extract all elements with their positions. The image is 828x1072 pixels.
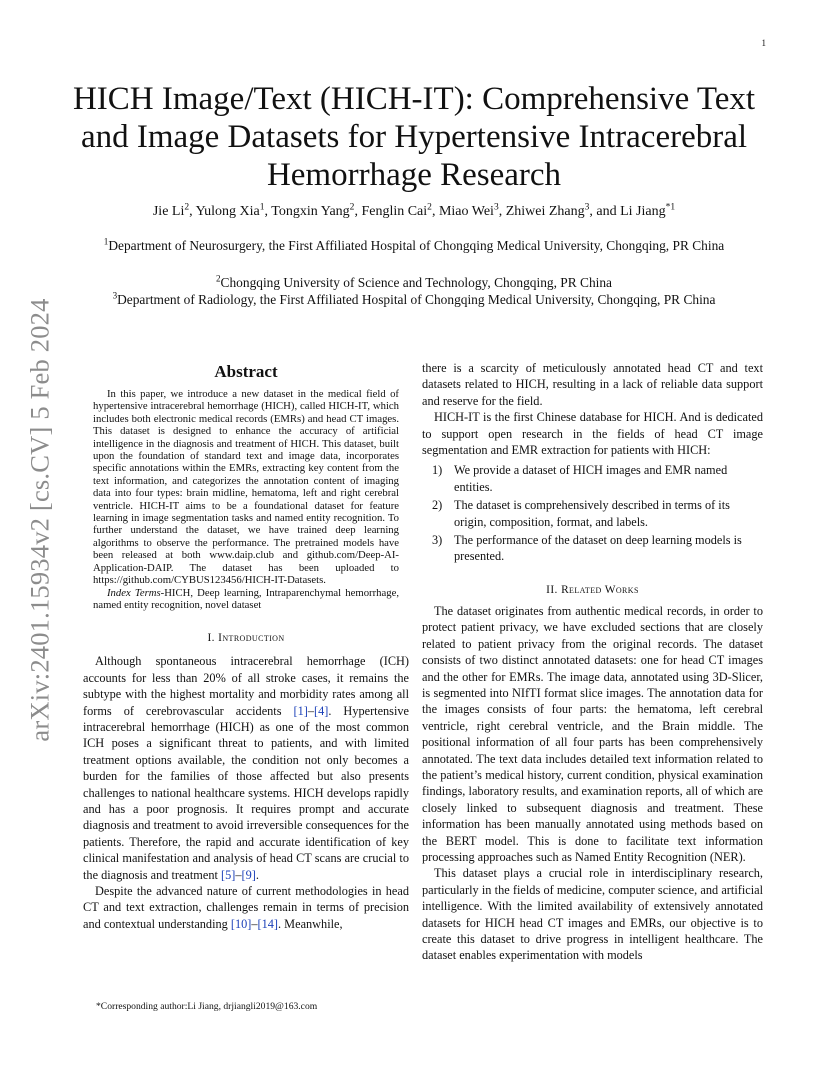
affiliation: $^3$Department of Radiology, the First Affiliated Hospital of Chongqing Medical University, Chongqing, PR China: [112, 290, 716, 307]
intro-paragraph: HICH-IT is the first Chinese database for HICH. And is dedicated to support open research in the fields of head CT image segmentation and EMR extraction for patients with HICH:: [422, 410, 763, 458]
index-terms: Index Terms-HICH, Deep learning, Intraparenchymal hemorrhage, named entity recognition, novel dataset: [93, 586, 399, 611]
citation-link[interactable]: [1]: [293, 703, 308, 718]
author: Tongxin Yang$^2$,: [271, 202, 362, 219]
author: Yulong Xia$^1$,: [195, 202, 272, 219]
page-number: 1: [761, 38, 766, 48]
citation-link[interactable]: [9]: [241, 867, 256, 882]
author: Fenglin Cai$^2$,: [361, 202, 439, 219]
affiliation: $^1$Department of Neurosurgery, the First Affiliated Hospital of Chongqing Medical University, Chongqing, PR China: [103, 236, 725, 253]
corresponding-author-footnote: *Corresponding author:Li Jiang, drjiangli2019@163.com: [96, 1001, 318, 1012]
citation-link[interactable]: [5]: [220, 867, 236, 882]
list-item: 1) We provide a dataset of HICH images and EMR named entities.: [432, 463, 728, 494]
list-item: 3) The performance of the dataset on deep learning models is presented.: [432, 533, 742, 564]
author: Jie Li$^2$,: [152, 202, 196, 219]
section-heading-introduction: I. Introduction: [207, 632, 285, 645]
citation-link[interactable]: [14]: [257, 916, 279, 931]
intro-paragraph-continued: there is a scarcity of meticulously annotated head CT and text datasets related to HICH, resulting in a lack of reliable data support and reserve for the field.: [422, 361, 763, 408]
right-column: [422, 360, 763, 964]
intro-paragraph: Although spontaneous intracerebral hemorrhage (ICH) accounts for less than 20% of all stroke cases, it remains the subtype with the highest mortality and morbidity rates among all forms of cerebrovascular accidents [1]–[4]. Hypertensive intracerebral hemorrhage (HICH) as one of the most common ICH poses a significant threat to patients, and with limited treatment options available, the condition not only becomes a burden for the families of those affected but also presents challenges to national healthcare systems. HICH develops rapidly and has a poor prognosis. It requires prompt and accurate diagnosis and treatment to avoid irreversible consequences for the patients. Therefore, the rapid and accurate identification of key clinical manifestation and analysis of head CT scans are crucial to the diagnosis and treatment [5]–[9].: [83, 654, 409, 882]
author-list: [70, 203, 758, 221]
contributions-list: [422, 462, 763, 564]
list-item: 2) The dataset is comprehensively described in terms of its origin, composition, format, and labels.: [432, 498, 730, 529]
paper-title: HICH Image/Text (HICH-IT): Comprehensive Text and Image Datasets for Hypertensive Intracerebral Hemorrhage Research: [72, 81, 756, 193]
section-heading-related-works: II. Related Works: [546, 583, 639, 596]
abstract-text: In this paper, we introduce a new dataset in the medical field of hypertensive intracerebral hemorrhage (HICH), called HICH-IT, which includes both electronic medical records (EMRs) and head CT images. This dataset is designed to enhance the accuracy of artificial intelligence in the diagnosis and treatment of HICH. This dataset, built upon the foundation of standard text and image data, incorporates specific annotations within the EMRs, extracting key content from the text information, and categorizes the annotation content of imaging data into four types: brain midline, hematoma, left and right cerebral ventricle. HICH-IT aims to be a foundational dataset for feature learning in image segmentation tasks and named entity recognition. To further understand the dataset, we have trained deep learning algorithms to observe the performance. The pretrained models have been released at both www.daip.club and github.com/Deep-AI-Application-DAIP. The dataset has been uploaded to https://github.com/CYBUS123456/HICH-IT-Datasets.: [93, 388, 399, 587]
citation-link[interactable]: [10]: [230, 916, 252, 931]
abstract-heading: Abstract: [214, 362, 278, 381]
author: Miao Wei$^3$,: [438, 202, 506, 219]
affiliation: $^2$Chongqing University of Science and Technology, Chongqing, PR China: [215, 273, 612, 290]
author: Li Jiang$^{*1}$: [620, 202, 676, 219]
arxiv-identifier: arXiv:2401.15934v2 [cs.CV] 5 Feb 2024: [24, 298, 55, 742]
left-column: [83, 360, 409, 932]
intro-paragraph: Despite the advanced nature of current methodologies in head CT and text extraction, challenges remain in terms of precision and contextual understanding [10]–[14]. Meanwhile,: [83, 884, 409, 931]
related-paragraph: The dataset originates from authentic medical records, in order to protect patient privacy, we have excluded sections that are closely related to patient privacy from the original records. The dataset consists of two distinct annotated datasets: one for head CT images and the other for EMRs. The image data, annotated using 3D-Slicer, is segmented into NIfTI format slice images. The annotation data for the images consists of four parts: the hematoma, left cerebral ventricle, right cerebral ventricle, and the Brain middle. The positional information of all four parts has been comprehensively annotated. The text data includes detailed text information related to the patient’s medical history, current condition, physical examination findings, laboratory results, and examination reports, all of which are closely linked to subsequent diagnosis and treatment. These information has been manually annotated using methods based on the BERT model. This is done to facilitate text information processing approaches such as Named Entity Recognition (NER).: [422, 603, 763, 864]
author: Zhiwei Zhang$^3$, and: [505, 202, 621, 219]
related-paragraph: This dataset plays a crucial role in interdisciplinary research, particularly in the fields of medicine, computer science, and artificial intelligence. With the limited availability of extensively annotated datasets for HICH head CT images and EMRs, our objective is to create this dataset to drive progress in intelligent healthcare. The dataset enables experimentation with models: [422, 866, 763, 963]
citation-link[interactable]: [4]: [314, 703, 329, 718]
